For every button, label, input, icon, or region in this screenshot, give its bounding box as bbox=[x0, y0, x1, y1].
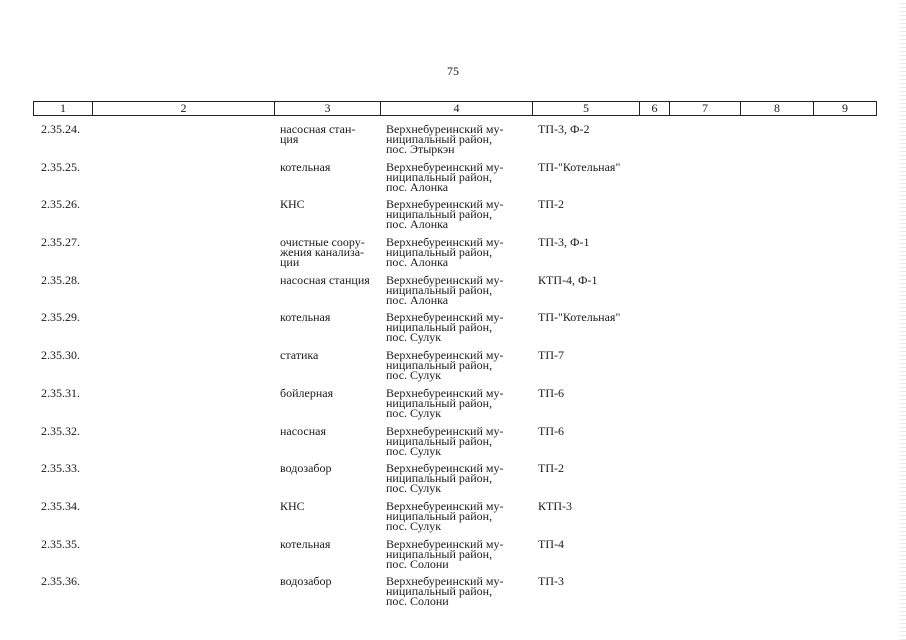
power-source: ТП-6 bbox=[538, 385, 564, 400]
table-row bbox=[0, 230, 906, 268]
power-source: ТП-"Котельная" bbox=[538, 159, 621, 174]
row-number: 2.35.35. bbox=[41, 536, 80, 551]
table-row bbox=[0, 456, 906, 494]
power-source: ТП-4 bbox=[538, 536, 564, 551]
table-row bbox=[0, 494, 906, 532]
row-number: 2.35.28. bbox=[41, 272, 80, 287]
object-location: Верхнебуреинский му- ниципальный район, пос. Сулук bbox=[386, 385, 504, 420]
power-source: КТП-3 bbox=[538, 498, 572, 513]
power-source: КТП-4, Ф-1 bbox=[538, 272, 598, 287]
column-header-7: 7 bbox=[670, 102, 741, 116]
row-number: 2.35.25. bbox=[41, 159, 80, 174]
page-number: 75 bbox=[447, 64, 459, 78]
object-location: Верхнебуреинский му- ниципальный район, пос. Сулук bbox=[386, 310, 504, 345]
object-name: насосная bbox=[280, 423, 326, 438]
column-header-5: 5 bbox=[533, 102, 640, 116]
column-header-6: 6 bbox=[640, 102, 670, 116]
column-header-8: 8 bbox=[741, 102, 814, 116]
object-name: котельная bbox=[280, 536, 331, 551]
power-source: ТП-7 bbox=[538, 348, 564, 363]
object-name: насосная станция bbox=[280, 272, 370, 287]
power-source: ТП-3, Ф-1 bbox=[538, 235, 590, 250]
object-location: Верхнебуреинский му- ниципальный район, пос. Сулук bbox=[386, 423, 504, 458]
object-location: Верхнебуреинский му- ниципальный район, пос. Этыркэн bbox=[386, 122, 504, 156]
power-source: ТП-2 bbox=[538, 461, 564, 476]
row-number: 2.35.29. bbox=[41, 310, 80, 325]
table-row bbox=[0, 343, 906, 381]
row-number: 2.35.24. bbox=[41, 122, 80, 136]
row-number: 2.35.27. bbox=[41, 235, 80, 250]
object-location: Верхнебуреинский му- ниципальный район, пос. Алонка bbox=[386, 235, 504, 270]
power-source: ТП-"Котельная" bbox=[538, 310, 621, 325]
object-name: КНС bbox=[280, 498, 305, 513]
object-location: Верхнебуреинский му- ниципальный район, пос. Алонка bbox=[386, 159, 504, 194]
table-row bbox=[0, 381, 906, 419]
object-location: Верхнебуреинский му- ниципальный район, пос. Алонка bbox=[386, 197, 504, 232]
table-row bbox=[0, 532, 906, 570]
column-header-2: 2 bbox=[93, 102, 275, 116]
row-number: 2.35.36. bbox=[41, 574, 80, 589]
row-number: 2.35.34. bbox=[41, 498, 80, 513]
object-location: Верхнебуреинский му- ниципальный район, пос. Алонка bbox=[386, 272, 504, 307]
power-source: ТП-3 bbox=[538, 574, 564, 589]
object-location: Верхнебуреинский му- ниципальный район, пос. Сулук bbox=[386, 348, 504, 383]
table-row bbox=[0, 117, 906, 155]
table-column-header-row bbox=[33, 101, 877, 116]
table-row bbox=[0, 419, 906, 457]
object-name: котельная bbox=[280, 310, 331, 325]
column-header-1: 1 bbox=[34, 102, 93, 116]
object-name: водозабор bbox=[280, 574, 332, 589]
row-number: 2.35.31. bbox=[41, 385, 80, 400]
object-location: Верхнебуреинский му- ниципальный район, пос. Сулук bbox=[386, 498, 504, 533]
table-row bbox=[0, 305, 906, 343]
scan-edge-strip bbox=[900, 0, 906, 640]
table-row bbox=[0, 268, 906, 306]
object-name: котельная bbox=[280, 159, 331, 174]
row-number: 2.35.32. bbox=[41, 423, 80, 438]
object-name: КНС bbox=[280, 197, 305, 212]
object-name: бойлерная bbox=[280, 385, 334, 400]
row-number: 2.35.30. bbox=[41, 348, 80, 363]
column-header-4: 4 bbox=[381, 102, 533, 116]
object-name: статика bbox=[280, 348, 319, 363]
object-location: Верхнебуреинский му- ниципальный район, пос. Солони bbox=[386, 536, 504, 571]
power-source: ТП-3, Ф-2 bbox=[538, 122, 590, 136]
table-row bbox=[0, 192, 906, 230]
column-header-9: 9 bbox=[814, 102, 877, 116]
object-location: Верхнебуреинский му- ниципальный район, пос. Сулук bbox=[386, 461, 504, 496]
table-row bbox=[0, 569, 906, 607]
table-body bbox=[0, 117, 906, 607]
power-source: ТП-2 bbox=[538, 197, 564, 212]
power-source: ТП-6 bbox=[538, 423, 564, 438]
table-row bbox=[0, 155, 906, 193]
row-number: 2.35.33. bbox=[41, 461, 80, 476]
column-header-3: 3 bbox=[275, 102, 381, 116]
object-location: Верхнебуреинский му- ниципальный район, пос. Солони bbox=[386, 574, 504, 609]
object-name: насосная стан- ция bbox=[280, 122, 356, 146]
row-number: 2.35.26. bbox=[41, 197, 80, 212]
object-name: очистные соору- жения канализа- ции bbox=[280, 235, 365, 270]
object-name: водозабор bbox=[280, 461, 332, 476]
